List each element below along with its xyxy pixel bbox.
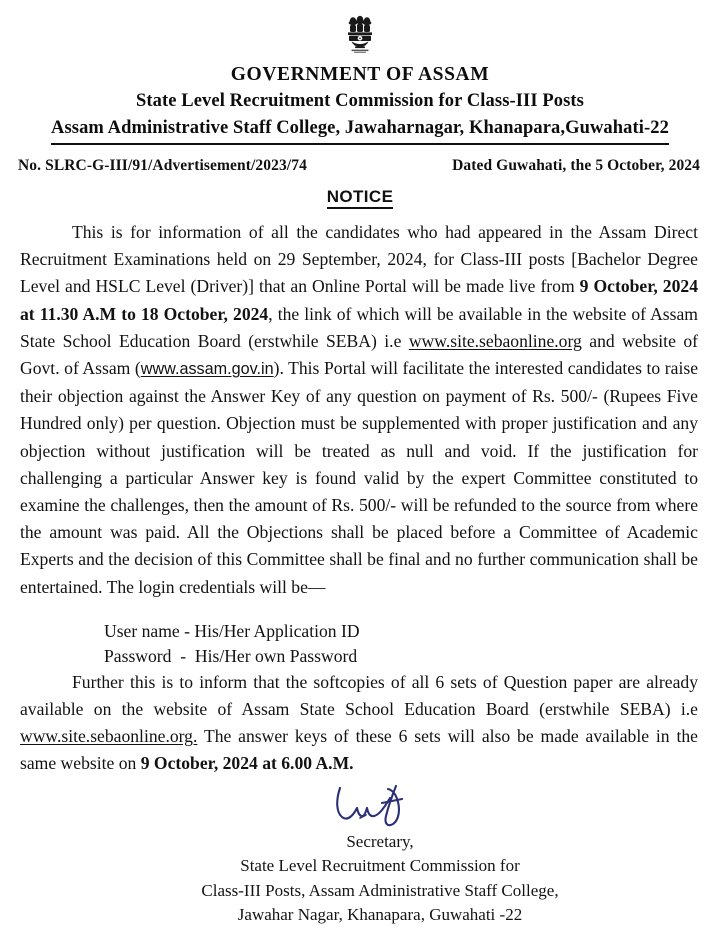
header-line-government: GOVERNMENT OF ASSAM <box>230 64 490 85</box>
para2-segment-1: Further this is to inform that the softcopies of all 6 sets of Question paper are already available on the website of Assam State School Education Board (erstwhile SEBA) i.e <box>20 671 698 720</box>
link-assam-gov-in[interactable]: www.assam.gov.in <box>140 360 274 379</box>
handwritten-signature-icon <box>322 784 432 835</box>
signature-secretary: Secretary, <box>346 831 414 851</box>
signature-line-3: Class-III Posts, Assam Administrative Staff College, <box>201 880 559 900</box>
signature-mark-wrap <box>0 784 720 830</box>
link-sebaonline-1[interactable]: www.site.sebaonline.org <box>408 330 582 351</box>
paragraph-2 <box>20 669 698 778</box>
header-line-commission: State Level Recruitment Commission for Class-III Posts <box>136 91 584 111</box>
notice-heading-wrap <box>0 187 720 209</box>
para1-segment-3: and website of Govt. of Assam ( <box>20 330 698 379</box>
credential-password: Password - His/Her own Password <box>104 645 358 666</box>
link-sebaonline-2[interactable]: www.site.sebaonline.org. <box>20 726 198 747</box>
para1-segment-2: , the link of which will be available in the website of Assam State School Education Board (erstwhile SEBA) i.e <box>20 303 698 351</box>
signature-block <box>0 784 720 928</box>
header-line-address: Assam Administrative Staff College, Jawaharnagar, Khanapara,Guwahati-22 <box>51 115 669 145</box>
reference-date-row <box>18 157 706 175</box>
para2-segment-2: The answer keys of these 6 sets will also be made available in the same website on <box>20 726 698 774</box>
emblem-container <box>0 0 720 60</box>
para1-bold-portal-dates: 9 October, 2024 at 11.30 A.M to 18 October, 2024 <box>20 276 698 324</box>
reference-number: No. SLRC-G-III/91/Advertisement/2023/74 <box>18 157 307 174</box>
paragraph-1 <box>20 219 698 601</box>
login-credentials-list <box>104 619 698 669</box>
header-line-address-wrap <box>0 115 720 145</box>
signature-line-4: Jawahar Nagar, Khanapara, Guwahati -22 <box>237 905 523 925</box>
signature-line-2: State Level Recruitment Commission for <box>240 856 520 876</box>
para1-segment-1: This is for information of all the candidates who had appeared in the Assam Direct Recruitment Examinations held on 29 September, 2024, for Class-III posts [Bachelor Degree Level and HSLC Level (Driver)] that an Online Portal will be made live from <box>20 222 698 297</box>
credential-username: User name - His/Her Application ID <box>104 620 360 641</box>
para2-bold-answer-key-date: 9 October, 2024 at 6.00 A.M. <box>140 753 354 774</box>
dated-line: Dated Guwahati, the 5 October, 2024 <box>452 157 700 174</box>
signature-designation-lines <box>0 830 720 928</box>
india-national-emblem-icon <box>343 14 377 56</box>
para1-segment-4: ). This Portal will facilitate the interested candidates to raise their objection against the Answer Key of any question on payment of Rs. 500/- (Rupees Five Hundred only) per question. Objection must be supplemented with proper justification and any objection without justification will be treated as null and void. If the justification for challenging a particular Answer key is found valid by the expert Committee constituted to examine the challenges, then the amount of Rs. 500/- will be refunded to the source from where the amount was paid. All the Objections shall be placed before a Committee of Academic Experts and the decision of this Committee shall be final and no further communication shall be entertained. The login credentials will be— <box>20 358 699 597</box>
document-body <box>20 219 698 778</box>
document-header <box>0 62 720 145</box>
notice-heading: NOTICE <box>327 187 394 209</box>
